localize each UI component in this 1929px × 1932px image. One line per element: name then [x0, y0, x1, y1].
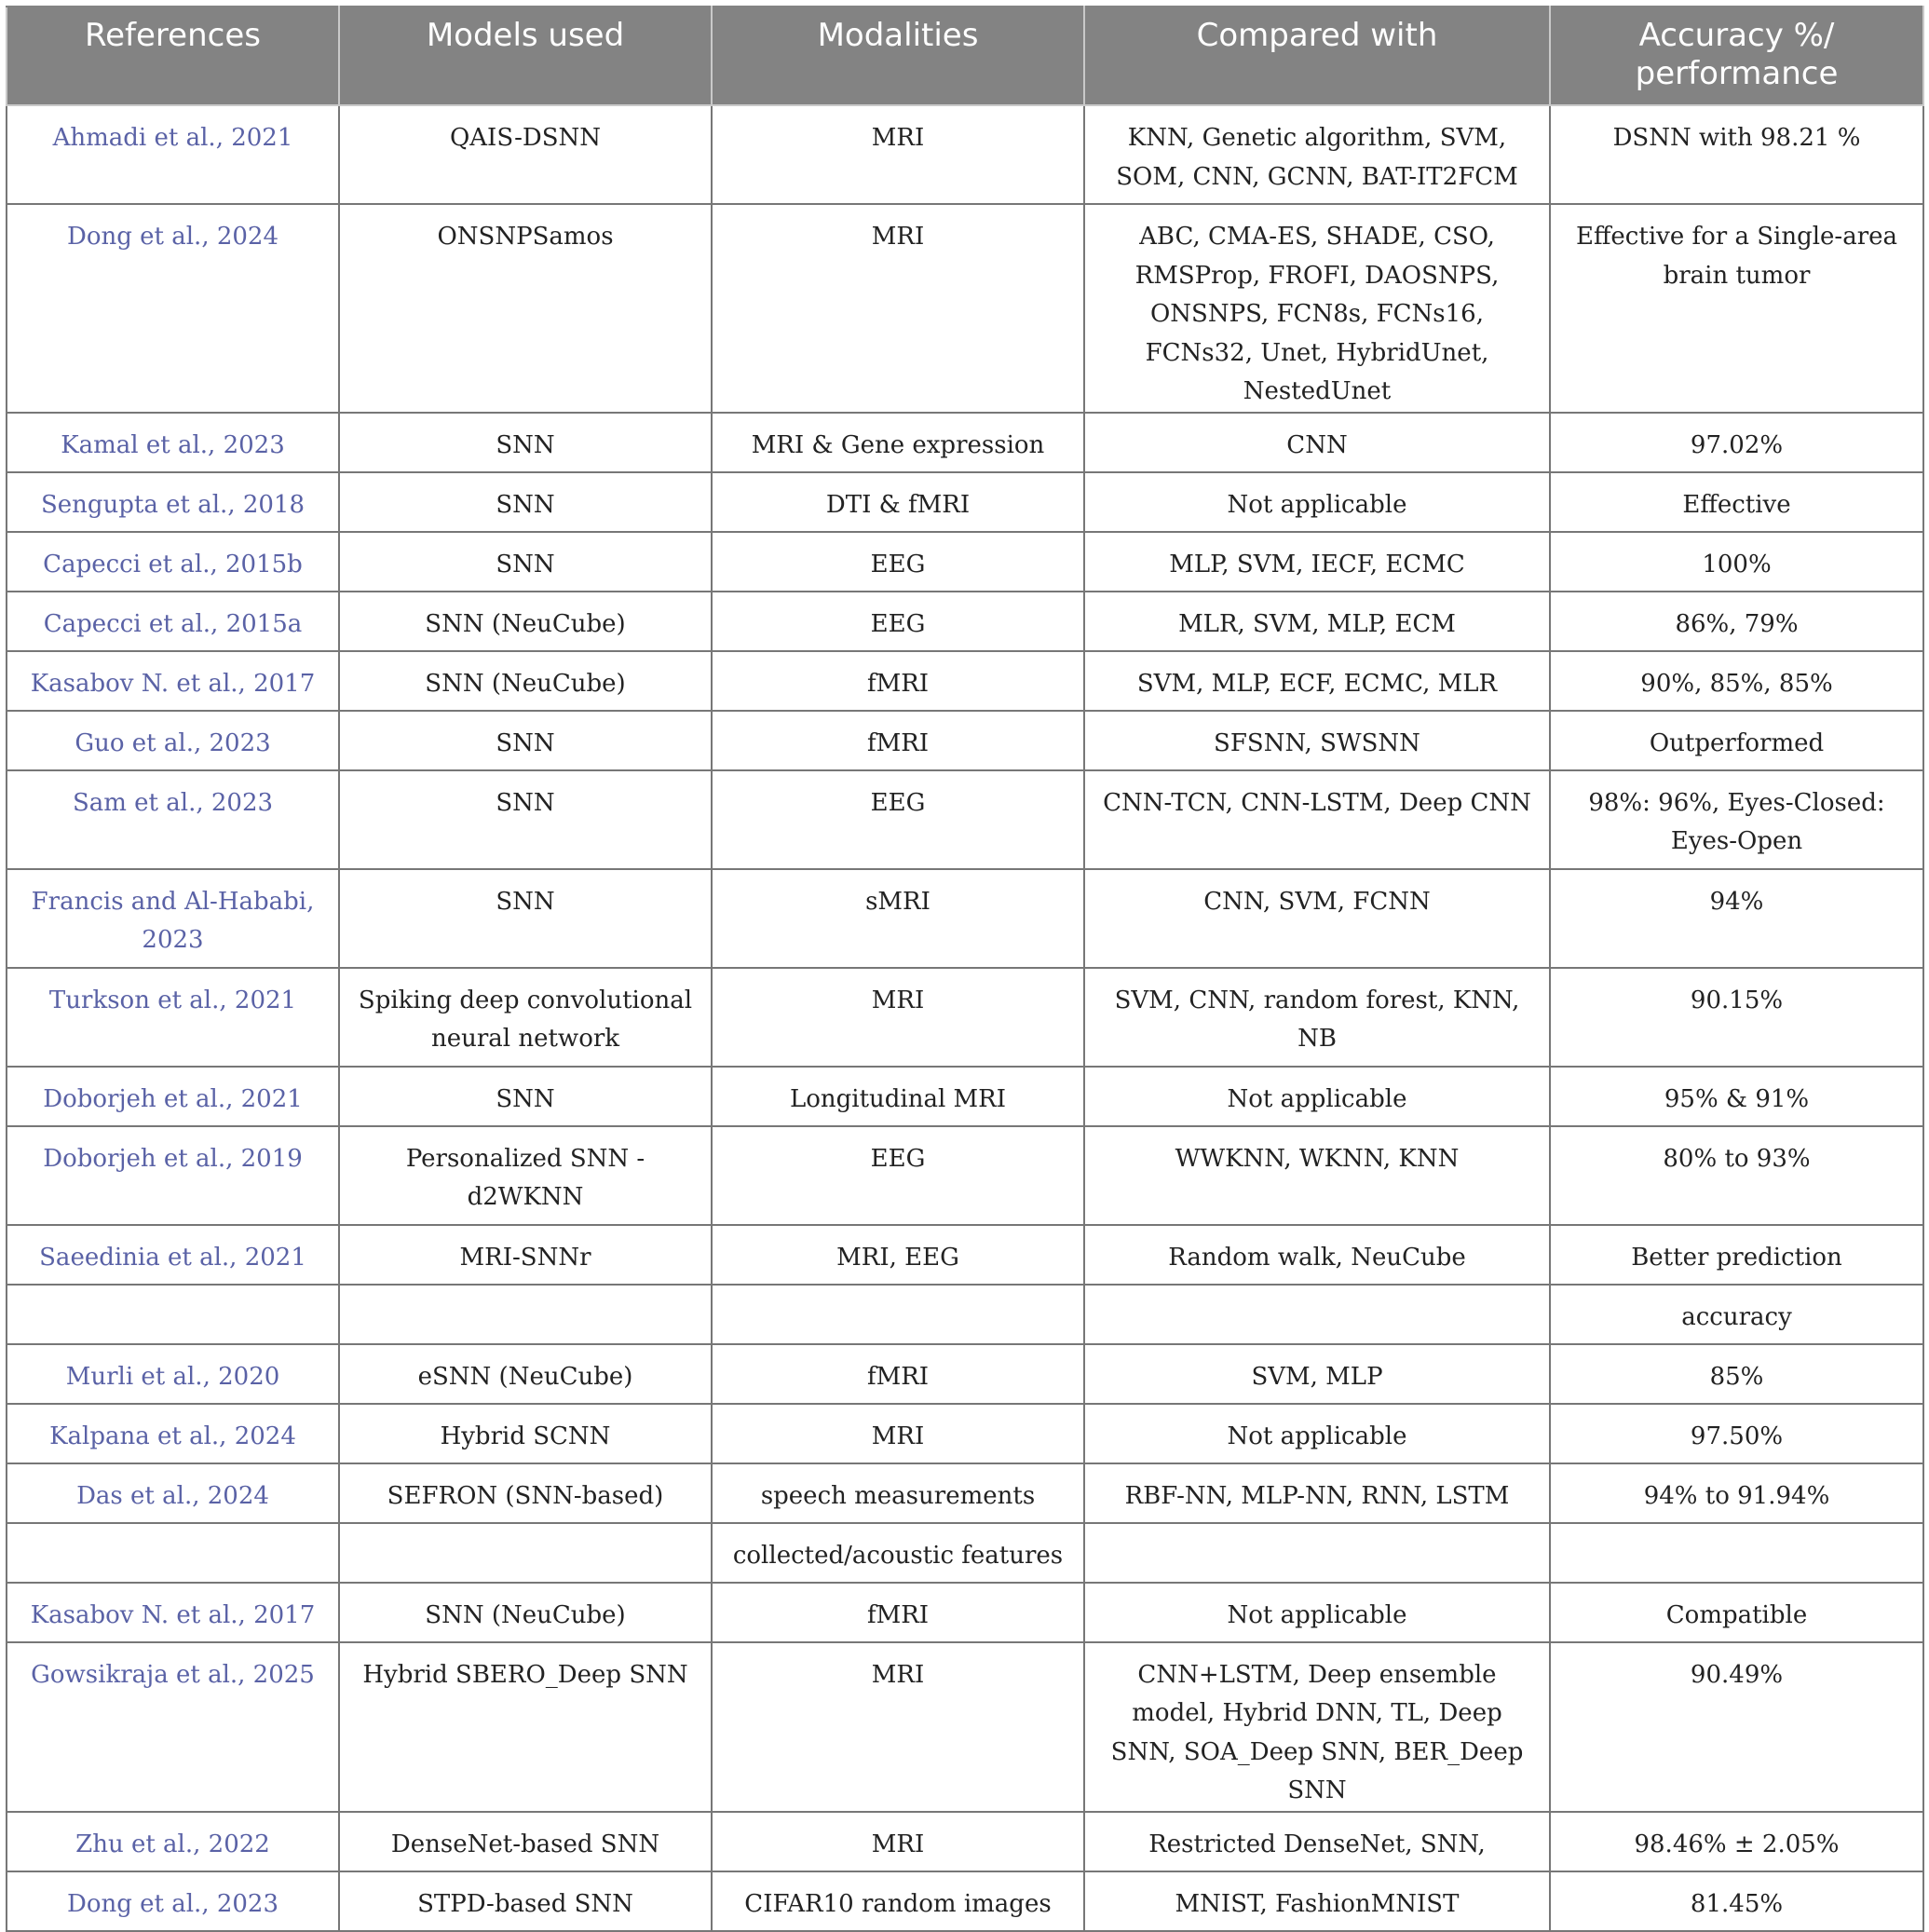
modality-cell: speech measurements — [712, 1463, 1084, 1523]
compared-cell: CNN+LSTM, Deep ensemble model, Hybrid DNN, TL, Deep SNN, SOA_Deep SNN, BER_Deep SNN — [1084, 1642, 1550, 1812]
model-cell: Personalized SNN - d2WKNN — [339, 1126, 712, 1225]
modality-cell: EEG — [712, 770, 1084, 869]
model-cell: eSNN (NeuCube) — [339, 1344, 712, 1404]
reference-link[interactable]: Ahmadi et al., 2021 — [7, 105, 339, 204]
model-cell: SNN — [339, 413, 712, 472]
model-cell: SNN — [339, 472, 712, 532]
modality-cell: EEG — [712, 1126, 1084, 1225]
modality-cell: MRI & Gene expression — [712, 413, 1084, 472]
compared-cell: SVM, CNN, random forest, KNN, NB — [1084, 968, 1550, 1067]
reference-link[interactable]: Kalpana et al., 2024 — [7, 1404, 339, 1463]
table-row — [7, 1285, 1923, 1344]
reference-link[interactable]: Zhu et al., 2022 — [7, 1812, 339, 1871]
table-row — [7, 1067, 1923, 1126]
reference-link[interactable]: Doborjeh et al., 2019 — [7, 1126, 339, 1225]
table-header — [7, 7, 1923, 105]
accuracy-cell: 97.50% — [1550, 1404, 1923, 1463]
accuracy-cell: 95% & 91% — [1550, 1067, 1923, 1126]
modality-cell: MRI — [712, 968, 1084, 1067]
reference-link[interactable]: Das et al., 2024 — [7, 1463, 339, 1523]
model-cell: MRI-SNNr — [339, 1225, 712, 1285]
compared-cell: RBF-NN, MLP-NN, RNN, LSTM — [1084, 1463, 1550, 1523]
reference-cell — [7, 1285, 339, 1344]
model-cell: DenseNet-based SNN — [339, 1812, 712, 1871]
table-row — [7, 1523, 1923, 1583]
table-row — [7, 1583, 1923, 1642]
accuracy-cell: accuracy — [1550, 1285, 1923, 1344]
compared-cell: Not applicable — [1084, 1067, 1550, 1126]
table-row — [7, 711, 1923, 770]
table-row — [7, 1812, 1923, 1871]
table-row — [7, 869, 1923, 968]
header-models-used: Models used — [339, 7, 712, 105]
compared-cell: CNN — [1084, 413, 1550, 472]
accuracy-cell: 94% — [1550, 869, 1923, 968]
reference-link[interactable]: Sam et al., 2023 — [7, 770, 339, 869]
modality-cell: MRI — [712, 1404, 1084, 1463]
accuracy-cell: 100% — [1550, 532, 1923, 592]
model-cell: SNN — [339, 770, 712, 869]
compared-cell: Restricted DenseNet, SNN, — [1084, 1812, 1550, 1871]
reference-link[interactable]: Sengupta et al., 2018 — [7, 472, 339, 532]
compared-cell: KNN, Genetic algorithm, SVM, SOM, CNN, GCNN, BAT-IT2FCM — [1084, 105, 1550, 204]
compared-cell — [1084, 1523, 1550, 1583]
reference-link[interactable]: Francis and Al-Hababi, 2023 — [7, 869, 339, 968]
reference-link[interactable]: Turkson et al., 2021 — [7, 968, 339, 1067]
modality-cell: MRI — [712, 1642, 1084, 1812]
accuracy-cell: 81.45% — [1550, 1871, 1923, 1931]
compared-cell: MLR, SVM, MLP, ECM — [1084, 592, 1550, 651]
compared-cell: MLP, SVM, IECF, ECMC — [1084, 532, 1550, 592]
header-references: References — [7, 7, 339, 105]
model-cell: SEFRON (SNN-based) — [339, 1463, 712, 1523]
modality-cell: fMRI — [712, 1583, 1084, 1642]
reference-link[interactable]: Doborjeh et al., 2021 — [7, 1067, 339, 1126]
model-cell: STPD-based SNN — [339, 1871, 712, 1931]
accuracy-cell: 80% to 93% — [1550, 1126, 1923, 1225]
modality-cell: sMRI — [712, 869, 1084, 968]
table-row — [7, 1225, 1923, 1285]
modality-cell: MRI — [712, 1812, 1084, 1871]
accuracy-cell: Outperformed — [1550, 711, 1923, 770]
model-cell: SNN — [339, 711, 712, 770]
comparison-table-container — [6, 6, 1922, 1932]
model-cell: QAIS-DSNN — [339, 105, 712, 204]
modality-cell: MRI — [712, 105, 1084, 204]
comparison-table — [6, 6, 1924, 1932]
accuracy-cell: Effective — [1550, 472, 1923, 532]
accuracy-cell: 90.49% — [1550, 1642, 1923, 1812]
modality-cell: MRI, EEG — [712, 1225, 1084, 1285]
compared-cell: WWKNN, WKNN, KNN — [1084, 1126, 1550, 1225]
table-row — [7, 770, 1923, 869]
table-body — [7, 105, 1923, 1931]
header-modalities: Modalities — [712, 7, 1084, 105]
reference-link[interactable]: Kasabov N. et al., 2017 — [7, 651, 339, 711]
reference-link[interactable]: Murli et al., 2020 — [7, 1344, 339, 1404]
model-cell — [339, 1285, 712, 1344]
compared-cell: Not applicable — [1084, 1583, 1550, 1642]
accuracy-cell: 90.15% — [1550, 968, 1923, 1067]
accuracy-cell: 94% to 91.94% — [1550, 1463, 1923, 1523]
table-row — [7, 968, 1923, 1067]
reference-link[interactable]: Capecci et al., 2015a — [7, 592, 339, 651]
accuracy-cell: 98.46% ± 2.05% — [1550, 1812, 1923, 1871]
compared-cell: Not applicable — [1084, 472, 1550, 532]
compared-cell: SVM, MLP, ECF, ECMC, MLR — [1084, 651, 1550, 711]
model-cell: SNN — [339, 532, 712, 592]
compared-cell: SVM, MLP — [1084, 1344, 1550, 1404]
accuracy-cell — [1550, 1523, 1923, 1583]
modality-cell: DTI & fMRI — [712, 472, 1084, 532]
accuracy-cell: Effective for a Single-area brain tumor — [1550, 204, 1923, 413]
accuracy-cell: 90%, 85%, 85% — [1550, 651, 1923, 711]
modality-cell: fMRI — [712, 711, 1084, 770]
header-accuracy: Accuracy %/ performance — [1550, 7, 1923, 105]
accuracy-cell: 86%, 79% — [1550, 592, 1923, 651]
compared-cell: Not applicable — [1084, 1404, 1550, 1463]
table-row — [7, 1871, 1923, 1931]
model-cell: SNN — [339, 1067, 712, 1126]
accuracy-cell: 85% — [1550, 1344, 1923, 1404]
compared-cell: CNN, SVM, FCNN — [1084, 869, 1550, 968]
compared-cell — [1084, 1285, 1550, 1344]
model-cell: SNN (NeuCube) — [339, 592, 712, 651]
accuracy-cell: 97.02% — [1550, 413, 1923, 472]
table-row — [7, 651, 1923, 711]
accuracy-cell: 98%: 96%, Eyes-Closed: Eyes-Open — [1550, 770, 1923, 869]
model-cell: Hybrid SBERO_Deep SNN — [339, 1642, 712, 1812]
reference-link[interactable]: Gowsikraja et al., 2025 — [7, 1642, 339, 1812]
table-row — [7, 1126, 1923, 1225]
reference-link[interactable]: Kamal et al., 2023 — [7, 413, 339, 472]
modality-cell: fMRI — [712, 1344, 1084, 1404]
modality-cell: MRI — [712, 204, 1084, 413]
modality-cell — [712, 1285, 1084, 1344]
model-cell: Hybrid SCNN — [339, 1404, 712, 1463]
model-cell: SNN (NeuCube) — [339, 651, 712, 711]
modality-cell: CIFAR10 random images — [712, 1871, 1084, 1931]
reference-link[interactable]: Guo et al., 2023 — [7, 711, 339, 770]
reference-link[interactable]: Saeedinia et al., 2021 — [7, 1225, 339, 1285]
reference-link[interactable]: Capecci et al., 2015b — [7, 532, 339, 592]
accuracy-cell: Better prediction — [1550, 1225, 1923, 1285]
compared-cell: Random walk, NeuCube — [1084, 1225, 1550, 1285]
compared-cell: CNN-TCN, CNN-LSTM, Deep CNN — [1084, 770, 1550, 869]
model-cell: Spiking deep convolutional neural network — [339, 968, 712, 1067]
reference-link[interactable]: Kasabov N. et al., 2017 — [7, 1583, 339, 1642]
accuracy-cell: Compatible — [1550, 1583, 1923, 1642]
table-row — [7, 105, 1923, 204]
modality-cell: Longitudinal MRI — [712, 1067, 1084, 1126]
reference-cell — [7, 1523, 339, 1583]
reference-link[interactable]: Dong et al., 2024 — [7, 204, 339, 413]
table-row — [7, 1463, 1923, 1523]
header-compared-with: Compared with — [1084, 7, 1550, 105]
table-row — [7, 204, 1923, 413]
accuracy-cell: DSNN with 98.21 % — [1550, 105, 1923, 204]
table-row — [7, 472, 1923, 532]
table-row — [7, 1344, 1923, 1404]
table-row — [7, 592, 1923, 651]
modality-cell: collected/acoustic features — [712, 1523, 1084, 1583]
modality-cell: EEG — [712, 532, 1084, 592]
table-row — [7, 532, 1923, 592]
modality-cell: EEG — [712, 592, 1084, 651]
model-cell: SNN — [339, 869, 712, 968]
reference-link[interactable]: Dong et al., 2023 — [7, 1871, 339, 1931]
table-row — [7, 413, 1923, 472]
model-cell: SNN (NeuCube) — [339, 1583, 712, 1642]
header-row — [7, 7, 1923, 105]
table-row — [7, 1404, 1923, 1463]
modality-cell: fMRI — [712, 651, 1084, 711]
compared-cell: MNIST, FashionMNIST — [1084, 1871, 1550, 1931]
model-cell: ONSNPSamos — [339, 204, 712, 413]
table-row — [7, 1642, 1923, 1812]
compared-cell: SFSNN, SWSNN — [1084, 711, 1550, 770]
model-cell — [339, 1523, 712, 1583]
compared-cell: ABC, CMA-ES, SHADE, CSO, RMSProp, FROFI, DAOSNPS, ONSNPS, FCN8s, FCNs16, FCNs32, Unet, HybridUnet, NestedUnet — [1084, 204, 1550, 413]
